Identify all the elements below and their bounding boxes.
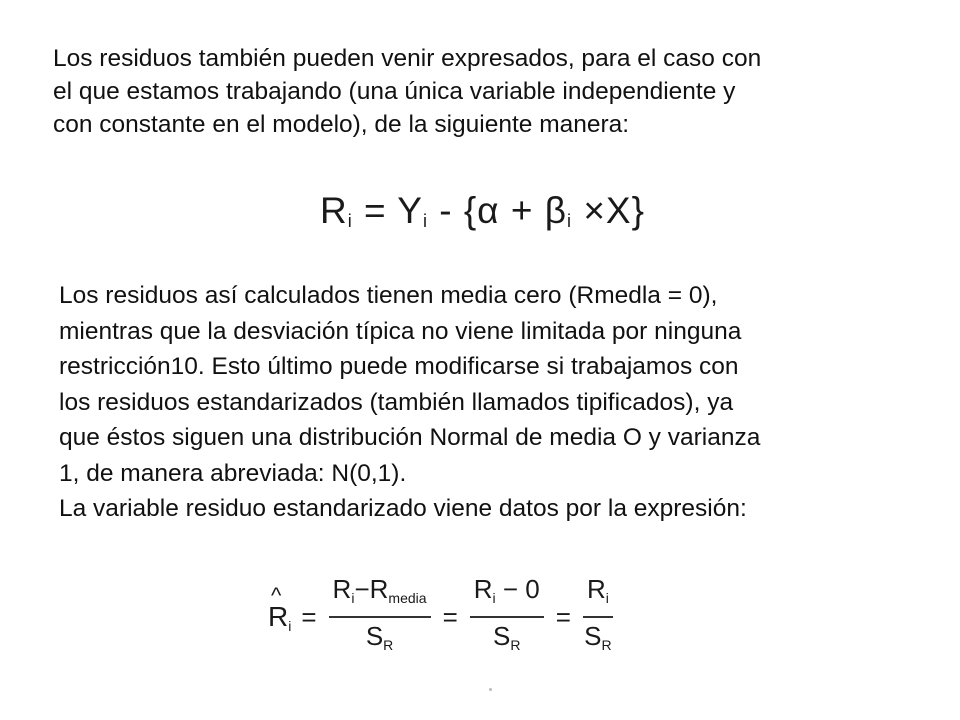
formula-subscript: R [383, 637, 394, 653]
paragraph-residuals-intro [53, 42, 761, 141]
formula-symbol: Y [397, 190, 423, 231]
fraction-denominator [366, 618, 393, 660]
formula-symbol: R [320, 190, 348, 231]
text-line: 1, de manera abreviada: N(0,1). [59, 459, 407, 487]
formula-subscript: i [347, 211, 353, 231]
fraction-1 [329, 574, 431, 660]
formula-subscript: i [567, 211, 573, 231]
formula-symbol: S [584, 621, 602, 651]
formula-subscript: media [388, 590, 427, 606]
formula-symbol: R [473, 574, 493, 604]
formula-expression: ×X} [583, 190, 645, 231]
standardized-residual-formula [268, 574, 619, 653]
paragraph-standardized-residuals [59, 278, 760, 527]
fraction-numerator [583, 574, 613, 618]
formula-equals: = [555, 601, 571, 632]
formula-subscript: i [422, 211, 428, 231]
formula-symbol: R [586, 574, 606, 604]
fraction-denominator [584, 618, 611, 660]
text-line: Los residuos así calculados tienen media cero (Rmedla = 0), [59, 282, 718, 309]
fraction-2 [470, 574, 544, 660]
fraction-3 [583, 574, 613, 660]
formula-symbol-hat: ^ R [268, 601, 288, 633]
text-line: con constante en el modelo), de la siguiente manera: [53, 111, 630, 138]
formula-equals: = [301, 601, 317, 632]
fraction-denominator [493, 618, 520, 660]
formula-subscript: i [288, 617, 292, 634]
text-line: que éstos siguen una distribución Normal de media O y varianza [59, 424, 761, 451]
formula-symbol: R [369, 574, 389, 604]
formula-subscript: R [601, 637, 612, 653]
fraction-numerator [470, 574, 544, 618]
formula-subscript: R [510, 637, 521, 653]
text-line: Los residuos también pueden venir expresados, para el caso con [53, 45, 762, 72]
fraction-numerator [329, 574, 431, 618]
formula-equals: = [364, 190, 387, 231]
text-line: mientras que la desviación típica no viene limitada por ninguna [59, 317, 742, 345]
formula-expression: − 0 [502, 574, 540, 604]
text-line: La variable residuo estandarizado viene datos por la expresión: [59, 495, 747, 522]
text-line: el que estamos trabajando (una única variable independiente y [53, 78, 736, 105]
residual-formula [320, 190, 645, 232]
formula-subscript: i [492, 590, 496, 606]
text-line: restricción10. Esto último puede modificarse si trabajamos con [59, 353, 739, 380]
formula-symbol: R [332, 574, 352, 604]
formula-symbol: S [493, 621, 511, 651]
formula-subscript: i [605, 590, 609, 606]
formula-expression: - {α + β [439, 190, 568, 231]
formula-subscript: i [351, 590, 355, 606]
stray-dot-mark [489, 688, 492, 691]
formula-symbol: S [365, 621, 384, 651]
formula-equals: = [442, 601, 458, 632]
formula-minus: − [354, 574, 370, 604]
text-line: los residuos estandarizados (también llamados tipificados), ya [59, 388, 734, 416]
formula-lhs [268, 601, 291, 634]
